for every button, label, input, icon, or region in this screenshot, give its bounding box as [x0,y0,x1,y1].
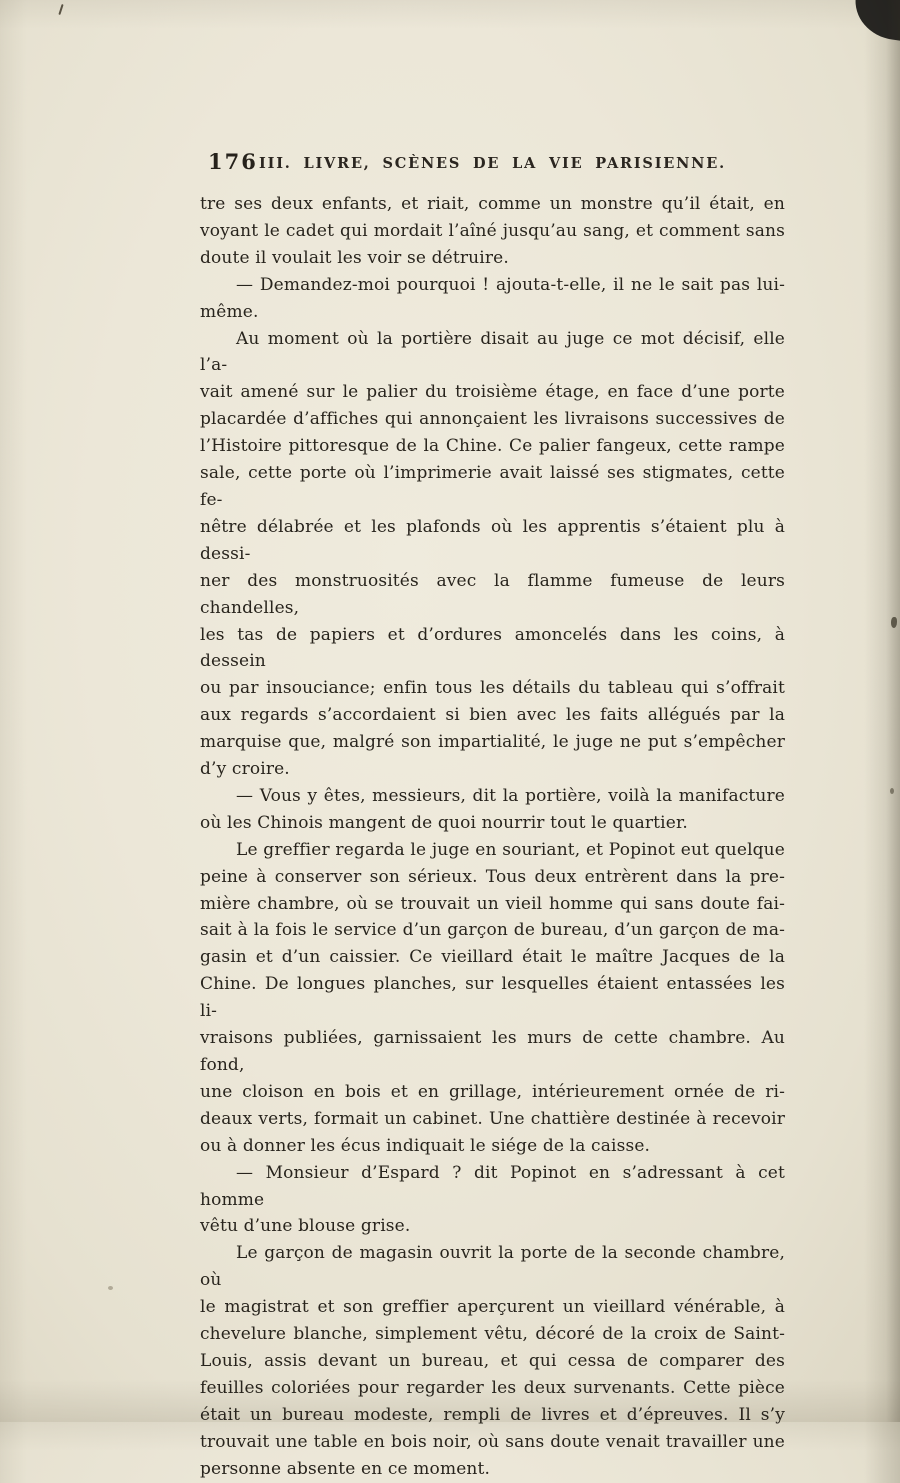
text-line: les tas de papiers et d’ordures amoncelés dans les coins, à dessein [200,624,785,672]
text-line: marquise que, malgré son impartialité, le juge ne put s’empêcher [200,732,785,753]
text-line: tre ses deux enfants, et riait, comme un monstre qu’il était, en [200,194,785,214]
text-line: ner des monstruosités avec la flamme fumeuse de leurs chandelles, [200,570,785,618]
text-line: même. [200,301,259,322]
text-line: nêtre délabrée et les plafonds où les apprentis s’étaient plu à dessi- [200,516,785,564]
text-line: Chine. De longues planches, sur lesquelles étaient entassées les li- [200,974,785,1022]
paragraph [200,326,785,783]
text-block [200,191,785,1483]
text-line: d’y croire. [200,759,290,780]
text-line: gasin et d’un caissier. Ce vieillard était le maître Jacques de la [200,947,785,968]
page-number: 176 [208,149,258,174]
text-line: trouvait une table en bois noir, où sans doute venait travailler une [200,1431,785,1452]
text-line: placardée d’affiches qui annonçaient les livraisons successives de [200,409,785,430]
text-line: l’Histoire pittoresque de la Chine. Ce palier fangeux, cette rampe [200,436,785,457]
text-line: vait amené sur le palier du troisième étage, en face d’une porte [200,382,785,403]
scan-artifact-edge-shade [886,0,900,1422]
scan-artifact-speck [108,1286,113,1290]
text-line: vêtu d’une blouse grise. [200,1216,411,1237]
paragraph [200,837,785,1160]
scan-artifact-speck [890,788,894,794]
text-line: deaux verts, formait un cabinet. Une chattière destinée à recevoir [200,1108,785,1129]
paragraph [200,1160,785,1241]
page-header [200,149,785,178]
text-line: chevelure blanche, simplement vêtu, décoré de la croix de Saint- [200,1324,785,1345]
text-line: sale, cette porte où l’imprimerie avait laissé ses stigmates, cette fe- [200,463,785,510]
paragraph [200,783,785,837]
text-line: Le garçon de magasin ouvrit la porte de la seconde chambre, où [200,1243,785,1291]
text-line: ou à donner les écus indiquait le siége de la caisse. [200,1135,651,1156]
paragraph [200,272,785,326]
text-line: — Demandez-moi pourquoi ! ajouta-t-elle, il ne le sait pas lui- [236,274,785,295]
text-line: — Vous y êtes, messieurs, dit la portière, voilà la manifacture [236,785,785,806]
text-line: — Monsieur d’Espard ? dit Popinot en s’adressant à cet homme [200,1162,785,1210]
paragraph [200,1240,785,1482]
text-line: Le greffier regarda le juge en souriant, et Popinot eut quelque [236,839,785,860]
text-line: mière chambre, où se trouvait un vieil homme qui sans doute fai- [200,893,785,914]
text-line: personne absente en ce moment. [200,1458,491,1479]
text-line: sait à la fois le service d’un garçon de bureau, d’un garçon de ma- [200,920,785,941]
text-line: vraisons publiées, garnissaient les murs de cette chambre. Au fond, [200,1028,785,1075]
text-line: Louis, assis devant un bureau, et qui cessa de comparer des [200,1350,785,1371]
text-line: était un bureau modeste, rempli de livres et d’épreuves. Il s’y [200,1404,785,1425]
text-line: doute il voulait les voir se détruire. [200,247,509,268]
text-line: peine à conserver son sérieux. Tous deux entrèrent dans la pre- [200,866,785,887]
text-line: ou par insouciance; enfin tous les détails du tableau qui s’offrait [200,678,785,699]
paragraph [200,191,785,272]
text-line: le magistrat et son greffier aperçurent un vieillard vénérable, à [200,1297,785,1318]
text-line: où les Chinois mangent de quoi nourrir tout le quartier. [200,812,688,833]
text-line: aux regards s’accordaient si bien avec les faits allégués par la [200,705,785,726]
text-line: feuilles coloriées pour regarder les deux survenants. Cette pièce [200,1377,785,1398]
running-title: III. LIVRE, SCÈNES DE LA VIE PARISIENNE. [259,155,726,172]
text-line: une cloison en bois et en grillage, intérieurement ornée de ri- [200,1081,785,1102]
text-line: voyant le cadet qui mordait l’aîné jusqu’au sang, et comment sans [200,220,785,241]
text-line: Au moment où la portière disait au juge ce mot décisif, elle l’a- [200,328,785,376]
